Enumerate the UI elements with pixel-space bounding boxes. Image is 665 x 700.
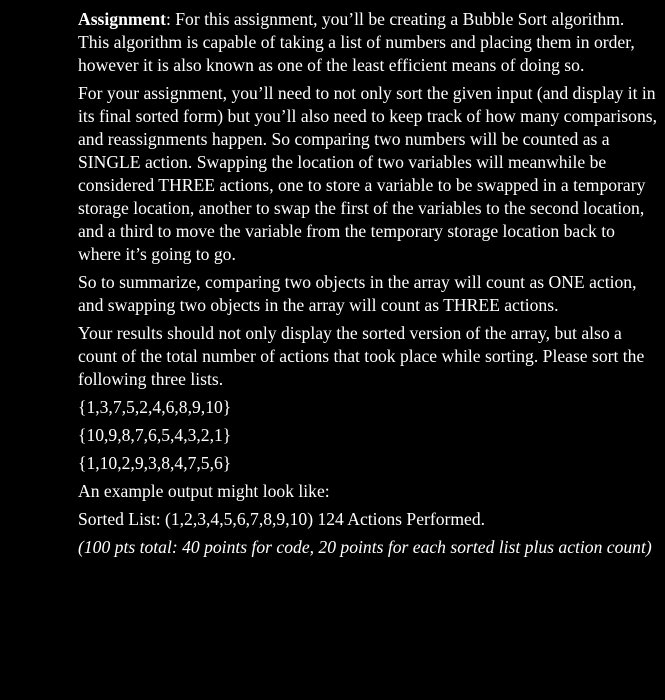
assignment-heading: Assignment xyxy=(78,9,166,29)
assignment-document xyxy=(78,8,658,559)
instructions-paragraph: For your assignment, you’ll need to not only sort the given input (and display it in its final sorted form) but you’ll also need to keep track of how many comparisons, and reassignments happen. So comparing two numbers will be counted as a SINGLE action. Swapping the location of two variables will meanwhile be considered THREE actions, one to store a variable to be swapped in a temporary storage location, another to swap the first of the variables to the second location, and a third to move the variable from the temporary storage location back to where it’s going to go. xyxy=(78,83,657,264)
input-list-2: {10,9,8,7,6,5,4,3,2,1} xyxy=(78,425,232,445)
results-paragraph: Your results should not only display the sorted version of the array, but also a count of the total number of actions that took place while sorting. Please sort the following three lists. xyxy=(78,323,645,389)
input-list-1: {1,3,7,5,2,4,6,8,9,10} xyxy=(78,397,232,417)
example-output: Sorted List: (1,2,3,4,5,6,7,8,9,10) 124 Actions Performed. xyxy=(78,509,486,529)
intro-text: : For this assignment, you’ll be creating a Bubble Sort algorithm. This algorithm is capable of taking a list of numbers and placing them in order, however it is also known as one of the least efficient means of doing so. xyxy=(78,9,635,75)
summary-paragraph: So to summarize, comparing two objects in the array will count as ONE action, and swapping two objects in the array will count as THREE actions. xyxy=(78,272,637,315)
intro-paragraph xyxy=(78,8,658,77)
example-intro: An example output might look like: xyxy=(78,481,330,501)
input-list-3: {1,10,2,9,3,8,4,7,5,6} xyxy=(78,453,232,473)
grading-note: (100 pts total: 40 points for code, 20 points for each sorted list plus action count) xyxy=(78,537,652,557)
